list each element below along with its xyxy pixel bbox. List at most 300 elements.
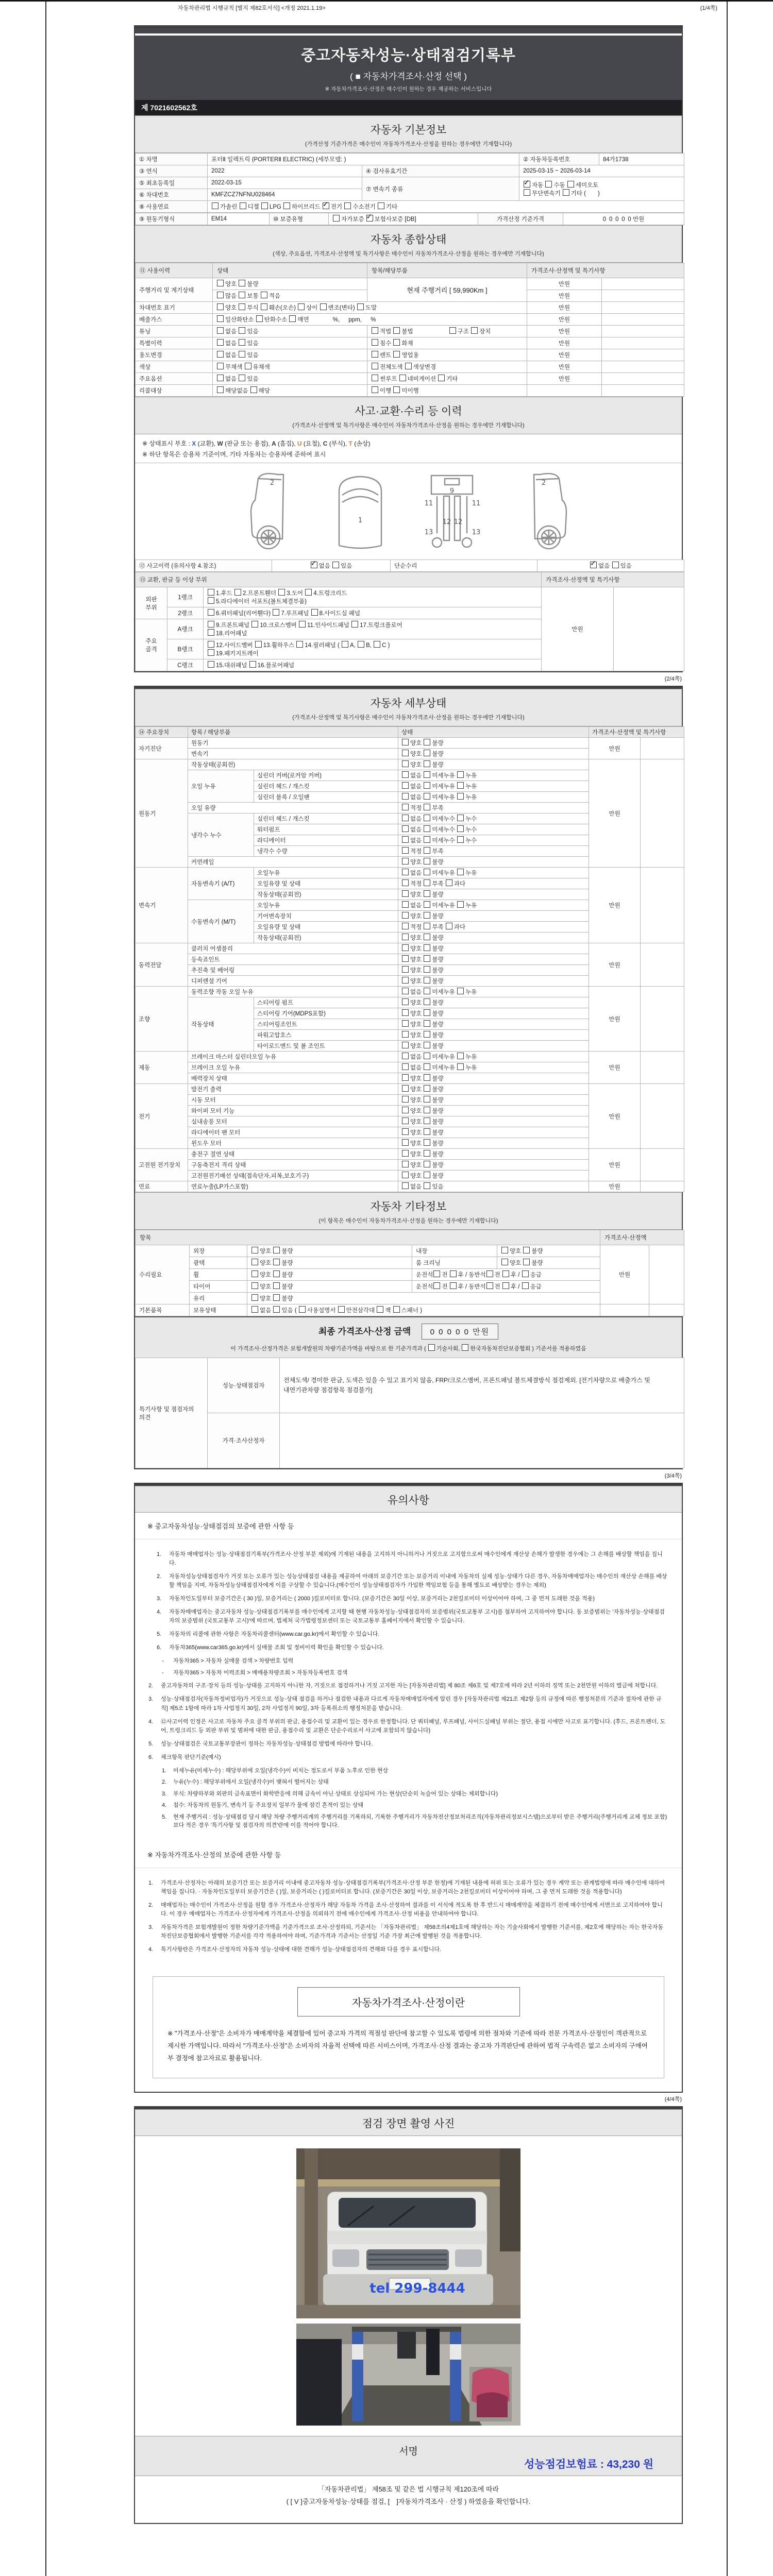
checkbox-icon[interactable] (402, 1042, 409, 1048)
table-cell: 특기사항 및 점검자의 의견 (136, 1358, 208, 1468)
checkbox-icon[interactable] (372, 327, 378, 334)
checkbox-icon[interactable] (402, 879, 409, 886)
checkbox-icon[interactable] (208, 621, 214, 628)
checkbox-icon[interactable] (402, 793, 409, 800)
checkbox-icon[interactable] (612, 562, 619, 568)
checkbox-icon[interactable] (522, 1270, 529, 1277)
checkbox-icon[interactable] (311, 609, 318, 616)
notice-subitem: 2. 누유(누수) : 해당부위에서 오일(냉각수)이 맺혀서 떨어지는 상태 (162, 1779, 329, 1786)
checkbox-icon[interactable] (239, 375, 245, 381)
checkbox-icon[interactable] (424, 1172, 430, 1178)
checkbox-icon[interactable] (457, 825, 464, 832)
checkbox-icon[interactable] (424, 944, 430, 951)
checkbox-icon[interactable] (457, 1053, 464, 1059)
accident-history-table (135, 560, 684, 572)
checkbox-icon[interactable] (261, 202, 268, 209)
checkbox-icon[interactable] (424, 998, 430, 1005)
checkbox-icon[interactable] (402, 815, 409, 821)
checkbox-icon[interactable] (251, 621, 258, 628)
column-header: ⑭ 주요장치 (136, 727, 188, 738)
checkbox-icon[interactable] (251, 1282, 258, 1289)
checkbox-icon[interactable] (208, 597, 214, 604)
checkbox-icon[interactable] (402, 847, 409, 854)
checkbox-icon[interactable] (424, 1150, 430, 1157)
checkbox-icon[interactable] (402, 966, 409, 973)
checkbox-icon[interactable] (217, 315, 224, 322)
checkbox-icon[interactable] (305, 589, 312, 596)
checkbox-icon[interactable] (424, 890, 430, 897)
checkbox-icon[interactable] (217, 375, 224, 381)
checkbox-icon[interactable] (402, 804, 409, 810)
checkbox-icon[interactable] (424, 804, 430, 810)
checkbox-icon[interactable] (251, 1294, 258, 1301)
table-cell: 휠 (190, 1269, 247, 1281)
table-row (136, 213, 684, 225)
state-code-A: A (272, 440, 276, 447)
table-cell: 없음 있음 (213, 326, 367, 337)
table-cell: 리콜대상 (136, 385, 213, 397)
checkbox-icon[interactable] (457, 988, 464, 994)
checkbox-icon[interactable] (457, 815, 464, 821)
accident-band (135, 397, 682, 434)
checkbox-icon[interactable] (402, 1063, 409, 1070)
checkbox-icon[interactable] (424, 988, 430, 994)
checkbox-icon[interactable] (486, 1282, 493, 1289)
checkbox-icon[interactable] (402, 836, 409, 843)
column-header: ⑬ 교환, 판금 등 이상 부위 (136, 572, 542, 587)
checkbox-icon[interactable] (393, 327, 400, 334)
checkbox-icon[interactable] (208, 641, 214, 648)
table-cell: 양호 불량 (398, 1041, 589, 1052)
checkbox-icon[interactable] (402, 912, 409, 919)
checkbox-icon[interactable] (342, 641, 348, 648)
checkbox-icon[interactable] (256, 315, 263, 322)
table-cell: 발전기 출력 (188, 1084, 398, 1095)
checkbox-icon[interactable] (457, 782, 464, 789)
checkbox-icon[interactable] (524, 189, 530, 196)
table-row (136, 314, 684, 326)
checkbox-icon[interactable] (402, 739, 409, 745)
table-cell: 양호 불량 (398, 1116, 589, 1127)
checkbox-icon[interactable] (212, 202, 219, 209)
checkbox-icon[interactable] (402, 977, 409, 984)
checkbox-icon[interactable] (402, 760, 409, 767)
checkbox-icon[interactable] (402, 1031, 409, 1038)
checkbox-icon[interactable] (457, 901, 464, 908)
table-cell: 동력전달 (136, 943, 188, 987)
checkbox-icon[interactable] (501, 1259, 508, 1265)
checkbox-icon[interactable] (545, 181, 552, 188)
checkbox-icon[interactable] (239, 280, 245, 286)
checkbox-icon[interactable] (217, 303, 224, 310)
checkbox-icon[interactable] (299, 621, 306, 628)
table-cell (602, 373, 684, 385)
checkbox-icon[interactable] (457, 793, 464, 800)
checkbox-icon[interactable] (261, 292, 267, 298)
checkbox-icon[interactable] (402, 825, 409, 832)
table-cell: 전기 (136, 1084, 188, 1149)
checkbox-icon[interactable] (486, 1270, 493, 1277)
checkbox-icon[interactable] (402, 771, 409, 778)
table-cell: 없음 있음 (213, 349, 367, 361)
checkbox-icon[interactable] (424, 782, 430, 789)
table-cell: 양호 불량 (398, 1127, 589, 1138)
checkbox-icon[interactable] (378, 202, 384, 209)
checkbox-icon[interactable] (372, 375, 378, 381)
table-cell: 포터Ⅱ 일렉트릭 (PORTERⅡ ELECTRIC) (세부모델: ) (208, 154, 519, 165)
checkbox-icon[interactable] (405, 363, 412, 369)
checkbox-icon[interactable] (457, 1063, 464, 1070)
checkbox-icon[interactable] (402, 1074, 409, 1081)
checkbox-icon[interactable] (450, 1270, 457, 1277)
checkbox-icon[interactable] (333, 215, 340, 222)
state-mark-note: ※ 하단 항목은 승용차 기준이며, 기타 자동차는 승용차에 준하여 표시 (135, 449, 682, 463)
checkbox-icon[interactable] (217, 280, 224, 286)
checkbox-checked-icon[interactable] (590, 562, 597, 568)
checkbox-icon[interactable] (296, 641, 303, 648)
checkbox-icon[interactable] (424, 1128, 430, 1135)
table-cell: 양호 불량 (398, 997, 589, 1008)
checkbox-icon[interactable] (450, 1282, 457, 1289)
checkbox-icon[interactable] (278, 589, 285, 596)
checkbox-icon[interactable] (402, 858, 409, 865)
checkbox-icon[interactable] (320, 303, 327, 310)
checkbox-icon[interactable] (372, 386, 378, 393)
checkbox-icon[interactable] (402, 1128, 409, 1135)
table-cell: 오일누유 (254, 900, 398, 911)
checkbox-icon[interactable] (424, 793, 430, 800)
table-cell: 양호 불량 (213, 278, 367, 290)
checkbox-icon[interactable] (251, 1270, 258, 1277)
header-stripe (135, 33, 682, 36)
checkbox-icon[interactable] (283, 202, 290, 209)
table-cell (602, 326, 684, 337)
checkbox-icon[interactable] (402, 901, 409, 908)
checkbox-icon[interactable] (399, 375, 406, 381)
checkbox-icon[interactable] (424, 836, 430, 843)
checkbox-icon[interactable] (424, 1063, 430, 1070)
checkbox-icon[interactable] (402, 782, 409, 789)
checkbox-icon[interactable] (240, 202, 246, 209)
table-cell: 없음 있음 ( 사용설명서 안전삼각대 잭 스패너 ) (247, 1304, 600, 1316)
notice-item: 3. 성능·상태점검자(자동차정비업자)가 거짓으로 성능·상태 점검을 하거나 점검한 내용과 다르게 자동차매매업자에게 알린 경우 [자동차관리법 제21조 제2항 등의 규정에 따른 행정처분의 기준과 절차에 관한 규칙] 제5조 1항에 따라 1차 사업정지 30일, 2차 사업정지 90일, 3차 등록취소의 행정처분을 받습니다. (148, 1696, 662, 1711)
checkbox-icon[interactable] (351, 621, 358, 628)
checkbox-icon[interactable] (424, 858, 430, 865)
table-cell (602, 361, 684, 373)
checkbox-icon[interactable] (208, 589, 214, 596)
checkbox-icon[interactable] (372, 351, 378, 358)
checkbox-icon[interactable] (424, 1161, 430, 1167)
table-cell: 제동 (136, 1052, 188, 1084)
notice-heading: ※ 중고자동차성능·상태점검의 보증에 관한 사항 등 (135, 1513, 682, 1539)
checkbox-icon[interactable] (424, 1139, 430, 1146)
table-row (136, 868, 684, 878)
checkbox-icon[interactable] (402, 934, 409, 940)
checkbox-icon[interactable] (402, 1117, 409, 1124)
checkbox-icon[interactable] (298, 303, 305, 310)
checkbox-icon[interactable] (462, 1344, 468, 1351)
checkbox-icon[interactable] (457, 869, 464, 875)
table-cell: ⑧ 사용연료 (136, 201, 208, 213)
checkbox-icon[interactable] (402, 944, 409, 951)
checkbox-checked-icon[interactable] (311, 562, 317, 568)
column-header: ⑪ 사용이력 (136, 263, 213, 278)
checkbox-icon[interactable] (402, 1182, 409, 1189)
checkbox-icon[interactable] (402, 923, 409, 929)
table-cell: 2랭크 (167, 607, 204, 619)
column-header: 가격조사·산정액 (600, 1230, 684, 1245)
checkbox-icon[interactable] (402, 1107, 409, 1113)
checkbox-checked-icon[interactable] (366, 215, 373, 222)
checkbox-icon[interactable] (332, 562, 339, 568)
table-cell: 1.후드 2.프론트휀더 3.도어 4.트렁크리드 5.라디에이터 서포트(볼트체결부품) (204, 587, 542, 607)
checkbox-icon[interactable] (393, 1306, 400, 1313)
checkbox-icon[interactable] (457, 836, 464, 843)
checkbox-icon[interactable] (249, 661, 256, 668)
checkbox-icon[interactable] (446, 879, 452, 886)
checkbox-icon[interactable] (424, 879, 430, 886)
checkbox-icon[interactable] (424, 955, 430, 962)
checkbox-icon[interactable] (502, 1282, 509, 1289)
table-cell: 실린더 헤드 / 개스킷 (254, 814, 398, 824)
table-row (136, 349, 684, 361)
checkbox-icon[interactable] (239, 327, 245, 334)
table-cell: 적법 불법 구조 장치 (367, 326, 527, 337)
checkbox-icon[interactable] (239, 303, 245, 310)
checkbox-icon[interactable] (393, 386, 400, 393)
table-row (136, 1149, 684, 1160)
checkbox-icon[interactable] (299, 1306, 306, 1313)
inspection-insurance-fee: 성능점검보험료 : 43,230 원 (524, 2459, 653, 2471)
checkbox-icon[interactable] (449, 327, 456, 334)
checkbox-icon[interactable] (523, 1259, 530, 1265)
checkbox-icon[interactable] (251, 1247, 258, 1253)
diagram-number: 13 (424, 529, 433, 536)
checkbox-icon[interactable] (424, 750, 430, 756)
checkbox-icon[interactable] (273, 609, 279, 616)
checkbox-icon[interactable] (338, 1306, 345, 1313)
checkbox-icon[interactable] (424, 825, 430, 832)
table-cell: 양호 불량 (398, 738, 589, 749)
checkbox-icon[interactable] (402, 1161, 409, 1167)
vehicle-diagram-side-right (515, 468, 577, 553)
checkbox-icon[interactable] (374, 641, 380, 648)
checkbox-icon[interactable] (208, 609, 214, 616)
checkbox-icon[interactable] (502, 1270, 509, 1277)
checkbox-icon[interactable] (372, 339, 378, 346)
table-cell: 외장 (190, 1245, 247, 1257)
vehicle-diagrams (135, 463, 682, 560)
checkbox-icon[interactable] (239, 292, 245, 298)
checkbox-icon[interactable] (424, 923, 430, 929)
checkbox-icon[interactable] (402, 1053, 409, 1059)
checkbox-icon[interactable] (261, 303, 267, 310)
checkbox-icon[interactable] (273, 1294, 280, 1301)
checkbox-icon[interactable] (217, 386, 224, 393)
checkbox-icon[interactable] (402, 988, 409, 994)
checkbox-icon[interactable] (273, 1306, 280, 1313)
checkbox-icon[interactable] (273, 1259, 280, 1265)
checkbox-icon[interactable] (424, 977, 430, 984)
table-cell: 만원 (589, 1052, 641, 1084)
notice-item: 4. ⑫사고이력 인정은 사고로 자동차 주요 골격 부위의 판금, 용접수리 및 교환이 있는 경우로 한정합니다. 단 쿼터패널, 루프패널, 사이드실패널 부위는 절단, 용접 시에만 사고로 표기합니다. (후드, 프론트펜더, 도어, 트렁크리드 등 외판 부위 및 범퍼에 대한 판금, 용접수리 및 교환은 단순수리로서 사고에 포함되지 않습니다) (148, 1718, 666, 1734)
checkbox-icon[interactable] (424, 1020, 430, 1027)
checkbox-icon[interactable] (424, 1096, 430, 1103)
notice-item: 5. 자동차의 리콜에 관한 사항은 자동차리콜센터(www.car.go.kr)에서 확인할 수 있습니다. (157, 1631, 380, 1638)
table-cell: 2022-03-15 (208, 177, 362, 189)
checkbox-icon[interactable] (424, 1009, 430, 1016)
checkbox-icon[interactable] (433, 1270, 440, 1277)
table-cell: 운전석 전 후 / 동반석 전 후 / 응급 (412, 1281, 600, 1293)
checkbox-icon[interactable] (357, 303, 364, 310)
checkbox-icon[interactable] (217, 363, 224, 369)
checkbox-icon[interactable] (393, 351, 400, 358)
checkbox-icon[interactable] (402, 1150, 409, 1157)
table-row (136, 1084, 684, 1095)
inspector-opinion-table (135, 1358, 684, 1468)
checkbox-icon[interactable] (424, 1107, 430, 1113)
checkbox-icon[interactable] (424, 912, 430, 919)
checkbox-icon[interactable] (273, 1282, 280, 1289)
table-cell: 양호 불량 (398, 965, 589, 976)
checkbox-icon[interactable] (217, 351, 224, 358)
checkbox-icon[interactable] (446, 923, 452, 929)
diagram-number: 12 (453, 518, 462, 526)
checkbox-icon[interactable] (402, 1096, 409, 1103)
checkbox-icon[interactable] (424, 934, 430, 940)
checkbox-icon[interactable] (377, 1306, 383, 1313)
table-cell: 없음 미세누유 누유 (398, 770, 589, 781)
table-row (136, 987, 684, 997)
checkbox-icon[interactable] (471, 327, 478, 334)
checkbox-icon[interactable] (208, 661, 214, 668)
checkbox-icon[interactable] (402, 1020, 409, 1027)
checkbox-icon[interactable] (522, 1282, 529, 1289)
table-cell: 연료누출(LP가스포함) (188, 1181, 398, 1192)
checkbox-icon[interactable] (424, 760, 430, 767)
checkbox-icon[interactable] (424, 815, 430, 821)
checkbox-icon[interactable] (402, 1009, 409, 1016)
checkbox-icon[interactable] (424, 1053, 430, 1059)
checkbox-icon[interactable] (358, 641, 364, 648)
checkbox-icon[interactable] (208, 649, 214, 656)
checkbox-icon[interactable] (372, 363, 378, 369)
table-cell: 용도변경 (136, 349, 213, 361)
checkbox-icon[interactable] (424, 966, 430, 973)
table-cell: 15.대쉬패널 16.플로어패널 (204, 659, 542, 671)
checkbox-icon[interactable] (402, 869, 409, 875)
table-row (136, 385, 684, 397)
table-cell: 양호 불량 (497, 1245, 600, 1257)
checkbox-icon[interactable] (424, 1042, 430, 1048)
table-cell: 일산화탄소 탄화수소 매연 %, ppm, % (213, 314, 527, 326)
checkbox-icon[interactable] (251, 1259, 258, 1265)
checkbox-icon[interactable] (344, 202, 351, 209)
checkbox-icon[interactable] (433, 1282, 440, 1289)
table-cell: 등속죠인트 (188, 954, 398, 965)
checkbox-icon[interactable] (273, 1270, 280, 1277)
vehicle-diagram-underbody (418, 468, 485, 553)
checkbox-icon[interactable] (402, 1172, 409, 1178)
checkbox-icon[interactable] (251, 1306, 258, 1313)
checkbox-icon[interactable] (239, 351, 245, 358)
column-header: 항목 / 해당부품 (188, 727, 398, 738)
checkbox-checked-icon[interactable] (524, 181, 530, 188)
checkbox-icon[interactable] (424, 847, 430, 854)
table-cell: 파워고압호스 (254, 1030, 398, 1041)
document-subtitle: ( ■ 자동차가격조사·산정 선택 ) (350, 72, 467, 81)
checkbox-icon[interactable] (424, 901, 430, 908)
table-cell: 냉각수 누수 (188, 814, 254, 857)
diagram-number: 11 (424, 500, 433, 507)
checkbox-icon[interactable] (424, 1031, 430, 1038)
checkbox-icon[interactable] (402, 890, 409, 897)
checkbox-icon[interactable] (239, 339, 245, 346)
table-cell: 클러치 어셈블리 (188, 943, 398, 954)
photo-lift-bay (296, 2324, 520, 2426)
checkbox-icon[interactable] (424, 869, 430, 875)
checkbox-icon[interactable] (255, 641, 262, 648)
table-cell: 구동축전지 격리 상태 (188, 1160, 398, 1171)
checkbox-icon[interactable] (402, 998, 409, 1005)
checkbox-icon[interactable] (217, 339, 224, 346)
table-cell: 양호 불량 (398, 1073, 589, 1084)
checkbox-icon[interactable] (424, 1085, 430, 1092)
signature-band[interactable] (135, 2436, 682, 2476)
checkbox-icon[interactable] (501, 1247, 508, 1253)
checkbox-icon[interactable] (523, 1247, 530, 1253)
checkbox-icon[interactable] (402, 955, 409, 962)
checkbox-icon[interactable] (289, 315, 296, 322)
table-cell: 작동상태(공회전) (254, 933, 398, 943)
table-cell: 양호 불량 (247, 1281, 412, 1293)
document-title: 중고자동차성능·상태점검기록부 (301, 47, 516, 64)
checkbox-icon[interactable] (563, 189, 569, 196)
checkbox-icon[interactable] (424, 1074, 430, 1081)
checkbox-icon[interactable] (424, 771, 430, 778)
checkbox-icon[interactable] (402, 1139, 409, 1146)
checkbox-icon[interactable] (217, 327, 224, 334)
checkbox-icon[interactable] (234, 589, 241, 596)
table-cell: 썬루프 네비게이션 기타 (367, 373, 527, 385)
checkbox-icon[interactable] (438, 375, 445, 381)
notice-item: 3. 자동차가격은 보험개발원이 정한 차량기준가액을 기준가격으로 조사·산정하되, 기준서는 「자동차관리법」 제58조의4제1호에 해당하는 자는 기술사회에서 발행한 기준서를, 제2호에 해당하는 자는 한국자동차진단보증협회에서 발행한 기준서를 각각 적용하여야 하며, 기준가격과 기준서는 산정일 기준 가장 최근에 발행된 것을 적용합니다. (148, 1924, 664, 1939)
checkbox-icon[interactable] (273, 1247, 280, 1253)
checkbox-icon[interactable] (402, 750, 409, 756)
checkbox-icon[interactable] (402, 1085, 409, 1092)
checkbox-icon[interactable] (424, 1117, 430, 1124)
checkbox-icon[interactable] (428, 1344, 435, 1351)
checkbox-icon[interactable] (457, 771, 464, 778)
checkbox-icon[interactable] (217, 292, 224, 298)
table-cell: 만원 (527, 278, 602, 290)
table-cell: 없음 있음 (398, 1181, 589, 1192)
checkbox-checked-icon[interactable] (323, 202, 329, 209)
checkbox-icon[interactable] (424, 739, 430, 745)
checkbox-icon[interactable] (393, 339, 400, 346)
final-price-amount: 0 0 0 0 0 만원 (422, 1324, 499, 1340)
checkbox-icon[interactable] (245, 363, 251, 369)
checkbox-icon[interactable] (424, 1182, 430, 1189)
checkbox-icon[interactable] (250, 386, 257, 393)
table-cell: EM14 (208, 213, 270, 225)
checkbox-icon[interactable] (567, 181, 574, 188)
notice-item: 5. 성능·상태점검은 국토교통부장관이 정하는 자동차성능·상태점검 방법에 따라야 합니다. (148, 1740, 373, 1747)
table-cell: 양호 불량 (398, 911, 589, 922)
table-cell: 커먼레일 (188, 857, 398, 868)
checkbox-icon[interactable] (208, 629, 214, 636)
column-header: 상태 (398, 727, 589, 738)
